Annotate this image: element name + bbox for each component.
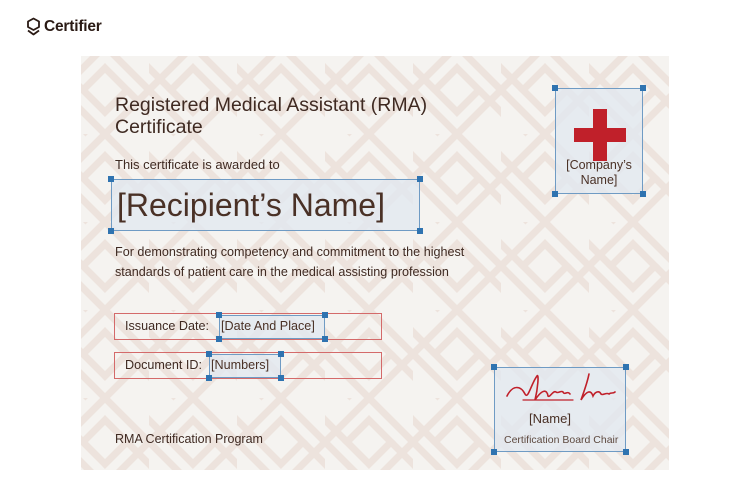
resize-handle[interactable]: [216, 336, 222, 342]
resize-handle[interactable]: [278, 375, 284, 381]
signer-name: [Name]: [529, 411, 571, 426]
certifier-logo-icon: [26, 17, 41, 37]
resize-handle[interactable]: [640, 85, 646, 91]
resize-handle[interactable]: [491, 449, 497, 455]
brand-name: Certifier: [44, 18, 102, 35]
description-line-1: For demonstrating competency and commitment to the highest: [115, 245, 465, 259]
title-line-2: Certificate: [115, 116, 203, 138]
issuance-date-value: [Date And Place]: [221, 319, 315, 333]
issuance-date-field[interactable]: [219, 315, 325, 339]
document-id-value: [Numbers]: [211, 358, 270, 372]
company-name: [556, 158, 642, 188]
resize-handle[interactable]: [278, 351, 284, 357]
document-id-label: Document ID:: [125, 358, 202, 372]
recipient-name-field[interactable]: [111, 179, 420, 231]
description-line-2: standards of patient care in the medical assisting profession: [115, 265, 449, 279]
resize-handle[interactable]: [491, 364, 497, 370]
company-logo-field[interactable]: [555, 88, 643, 194]
brand-logo[interactable]: [26, 17, 102, 37]
certificate-description: [115, 242, 545, 282]
medical-cross-icon: [574, 109, 626, 161]
resize-handle[interactable]: [216, 312, 222, 318]
resize-handle[interactable]: [108, 176, 114, 182]
program-name: RMA Certification Program: [115, 432, 263, 446]
signer-role: Certification Board Chair: [504, 434, 619, 446]
resize-handle[interactable]: [640, 191, 646, 197]
signature-field[interactable]: [494, 367, 626, 452]
resize-handle[interactable]: [552, 191, 558, 197]
signature-icon: [503, 370, 621, 408]
document-id-field[interactable]: [209, 354, 281, 378]
issuance-date-label: Issuance Date:: [125, 319, 210, 333]
resize-handle[interactable]: [322, 312, 328, 318]
issuance-date-row[interactable]: [114, 313, 382, 340]
company-name-line-1: [Company’s: [566, 158, 632, 172]
resize-handle[interactable]: [206, 375, 212, 381]
resize-handle[interactable]: [108, 228, 114, 234]
resize-handle[interactable]: [552, 85, 558, 91]
resize-handle[interactable]: [206, 351, 212, 357]
resize-handle[interactable]: [417, 228, 423, 234]
certificate-title: [115, 94, 495, 138]
awarded-text: This certificate is awarded to: [115, 157, 280, 172]
company-name-line-2: Name]: [580, 173, 618, 187]
certificate-canvas: [81, 56, 669, 470]
recipient-name: [Recipient’s Name]: [117, 187, 385, 223]
resize-handle[interactable]: [417, 176, 423, 182]
document-id-row[interactable]: [114, 352, 382, 379]
title-line-1: Registered Medical Assistant (RMA): [115, 94, 428, 116]
resize-handle[interactable]: [623, 364, 629, 370]
resize-handle[interactable]: [322, 336, 328, 342]
resize-handle[interactable]: [623, 449, 629, 455]
